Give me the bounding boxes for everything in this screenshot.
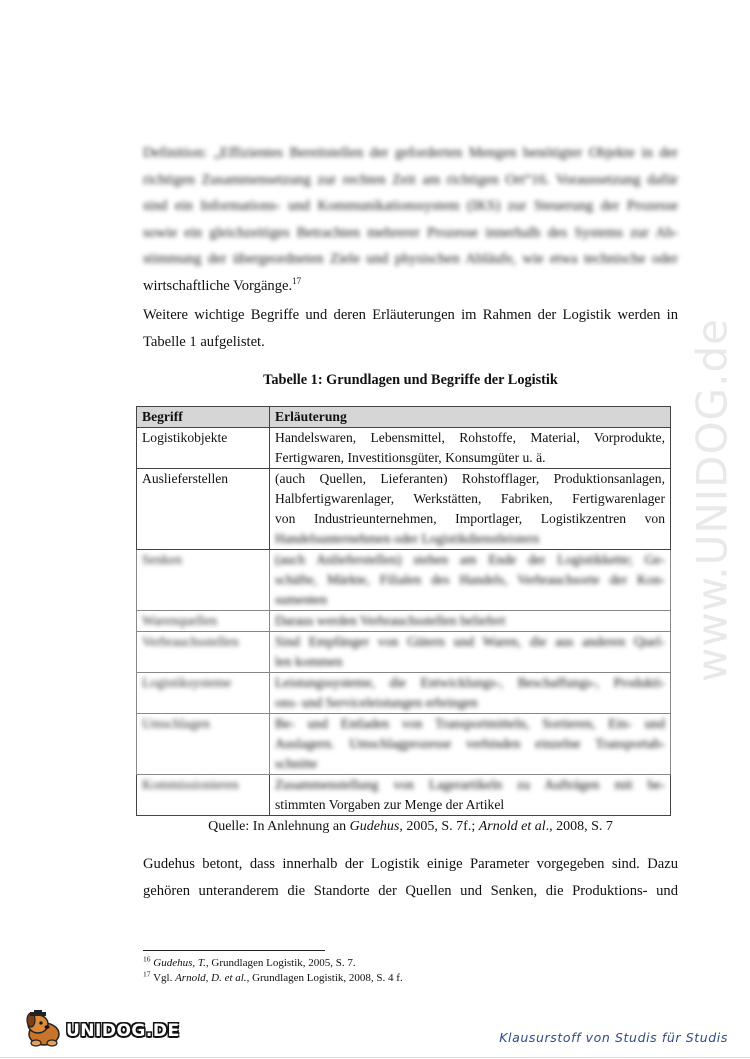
definition-line: Sind Empfänger von Gütern und Waren, die aus anderen Quel- — [275, 634, 665, 649]
dog-icon — [22, 1010, 70, 1048]
definition-cell — [270, 428, 671, 469]
definition-line: (auch Anlieferstellen) stehen am Ende der Logistikkette; Ge- — [275, 552, 665, 567]
footnote-text: , Grundlagen Logistik, 2005, S. 7. — [205, 957, 356, 969]
definition-line: sumenten — [275, 592, 328, 607]
term-cell: Auslieferstellen — [137, 469, 270, 550]
definition-cell — [270, 775, 671, 816]
table-row — [137, 469, 671, 550]
footnote-author: Gudehus, T. — [153, 957, 206, 969]
definition-line: Handelswaren, Lebensmittel, Rohstoffe, Material, Vorprodukte, — [275, 430, 665, 445]
footnotes — [143, 956, 678, 986]
paragraph-3 — [143, 851, 678, 904]
definition-cell — [270, 469, 671, 550]
definition-line: Leistungssysteme, die Entwicklungs-, Beschaffungs-, Produkti- — [275, 675, 665, 690]
table-row-blurred — [137, 611, 671, 632]
definition-line: Fertigwaren, Investitionsgüter, Konsumgüter u. ä. — [275, 450, 546, 465]
definition-line: ons- und Serviceleistungen erbringen — [275, 695, 478, 710]
table-title: Tabelle 1: Grundlagen und Begriffe der Logistik — [263, 372, 558, 388]
unidog-logo[interactable] — [22, 1010, 180, 1048]
definition-line: Be- und Entladen von Transportmitteln, Sortieren, Ein- und — [275, 716, 665, 731]
paragraph-2 — [143, 302, 678, 355]
table-row — [137, 428, 671, 469]
source-prefix: Quelle: In Anlehnung an — [208, 819, 350, 834]
term-cell: Verbrauchsstellen — [137, 632, 270, 673]
intro-line-4: sowie ein gleichzeitiges Betrachten mehrerer Prozesse innerhalb des Systems zur Ab- — [143, 224, 678, 241]
table-row-blurred — [137, 714, 671, 775]
term-cell: Senken — [137, 550, 270, 611]
definition-cell — [270, 632, 671, 673]
term-cell: Logistikobjekte — [137, 428, 270, 469]
intro-line-2: richtigen Zusammensetzung zur rechten Zeit am richtigen Ort“16. Voraussetzung dafür — [143, 171, 678, 188]
definition-line: Halbfertigwarenlager, Werkstätten, Fabriken, Fertigwarenlager — [275, 491, 665, 506]
footnote-number: 16 — [143, 954, 151, 964]
watermark: www.UNIDOG.de — [687, 318, 737, 682]
intro-line-3: sind ein Informations- und Kommunikationssystem (IKS) zur Steuerung der Prozesse — [143, 198, 678, 214]
footnote-text: , Grundlagen Logistik, 2008, S. 4 f. — [246, 972, 403, 984]
footnote-prefix: Vgl. — [153, 972, 176, 984]
definition-cell — [270, 714, 671, 775]
table-row-blurred — [137, 632, 671, 673]
paragraph-3-line-1: Gudehus betont, dass innerhalb der Logistik einige Parameter vorgegeben sind. Dazu — [143, 856, 678, 872]
intro-paragraph — [143, 140, 678, 299]
source-author-2: Arnold et al — [478, 819, 546, 834]
source-mid: , 2005, S. 7f.; — [399, 819, 479, 834]
term-cell: Warenquellen — [137, 611, 270, 632]
source-suffix: ., 2008, S. 7 — [545, 819, 613, 834]
table-row — [137, 775, 671, 816]
definition-cell — [270, 550, 671, 611]
footnote-author: Arnold, D. et al. — [175, 972, 247, 984]
intro-last-line — [143, 273, 678, 300]
paragraph-3-line-2: gehören unteranderem die Standorte der Quellen und Senken, die Produktions- und — [143, 882, 678, 899]
definition-line: (auch Quellen, Lieferanten) Rohstofflager, Produktionsanlagen, — [275, 471, 665, 486]
table-source — [143, 819, 678, 835]
footnote-number: 17 — [143, 969, 151, 979]
term-cell: Logistiksysteme — [137, 673, 270, 714]
footnote-16 — [143, 956, 678, 971]
term-cell: Kommissionieren — [137, 775, 270, 816]
table-row-blurred — [137, 673, 671, 714]
paragraph-2-line-1: Weitere wichtige Begriffe und deren Erläuterungen im Rahmen der Logistik werden in — [143, 307, 678, 323]
footnote-divider — [143, 950, 325, 951]
paragraph-2-line-2: Tabelle 1 aufgelistet. — [143, 333, 265, 350]
definition-line: Daraus werden Verbrauchsstellen beliefert — [275, 613, 506, 628]
definition-line-blurred: Zusammenstellung von Lagerartikeln zu Aufträgen mit be- — [275, 777, 665, 792]
footnote-ref-17: 17 — [292, 275, 302, 286]
table-header-row — [137, 407, 671, 428]
intro-line-1: Definition: „Effizientes Bereitstellen der geforderten Mengen benötigter Objekte in der — [143, 145, 678, 161]
slogan: Klausurstoff von Studis für Studis — [499, 1030, 728, 1045]
table-row-blurred — [137, 550, 671, 611]
definition-line: len kommen — [275, 654, 343, 669]
intro-line-5: stimmung der übergeordneten Ziele und physischen Abläufe, wie etwa technische oder — [143, 251, 678, 267]
bottom-divider — [0, 1057, 750, 1058]
definition-cell — [270, 673, 671, 714]
definition-line: von Industrieunternehmen, Importlager, Logistikzentren von — [275, 511, 665, 526]
definition-line: Auslagern. Umschlagprozesse verbinden einzelne Transportab- — [275, 736, 665, 751]
header-erlaeuterung: Erläuterung — [270, 407, 671, 428]
header-begriff: Begriff — [137, 407, 270, 428]
source-author-1: Gudehus — [349, 819, 400, 834]
logistics-terms-table — [136, 406, 671, 816]
intro-last-line-text: wirtschaftliche Vorgänge. — [143, 277, 293, 294]
term-cell: Umschlagen — [137, 714, 270, 775]
definition-line: schnitte — [275, 756, 318, 771]
definition-cell — [270, 611, 671, 632]
definition-line: stimmten Vorgaben zur Menge der Artikel — [275, 797, 505, 812]
footnote-17 — [143, 971, 678, 986]
definition-line: schäfte, Märkte, Filialen des Handels, Verbrauchsorte der Kon- — [275, 572, 665, 587]
logo-text: UNIDOG.DE — [66, 1021, 180, 1041]
definition-line-blurred: Handelsunternehmen oder Logistikdienstleistern — [275, 531, 540, 546]
